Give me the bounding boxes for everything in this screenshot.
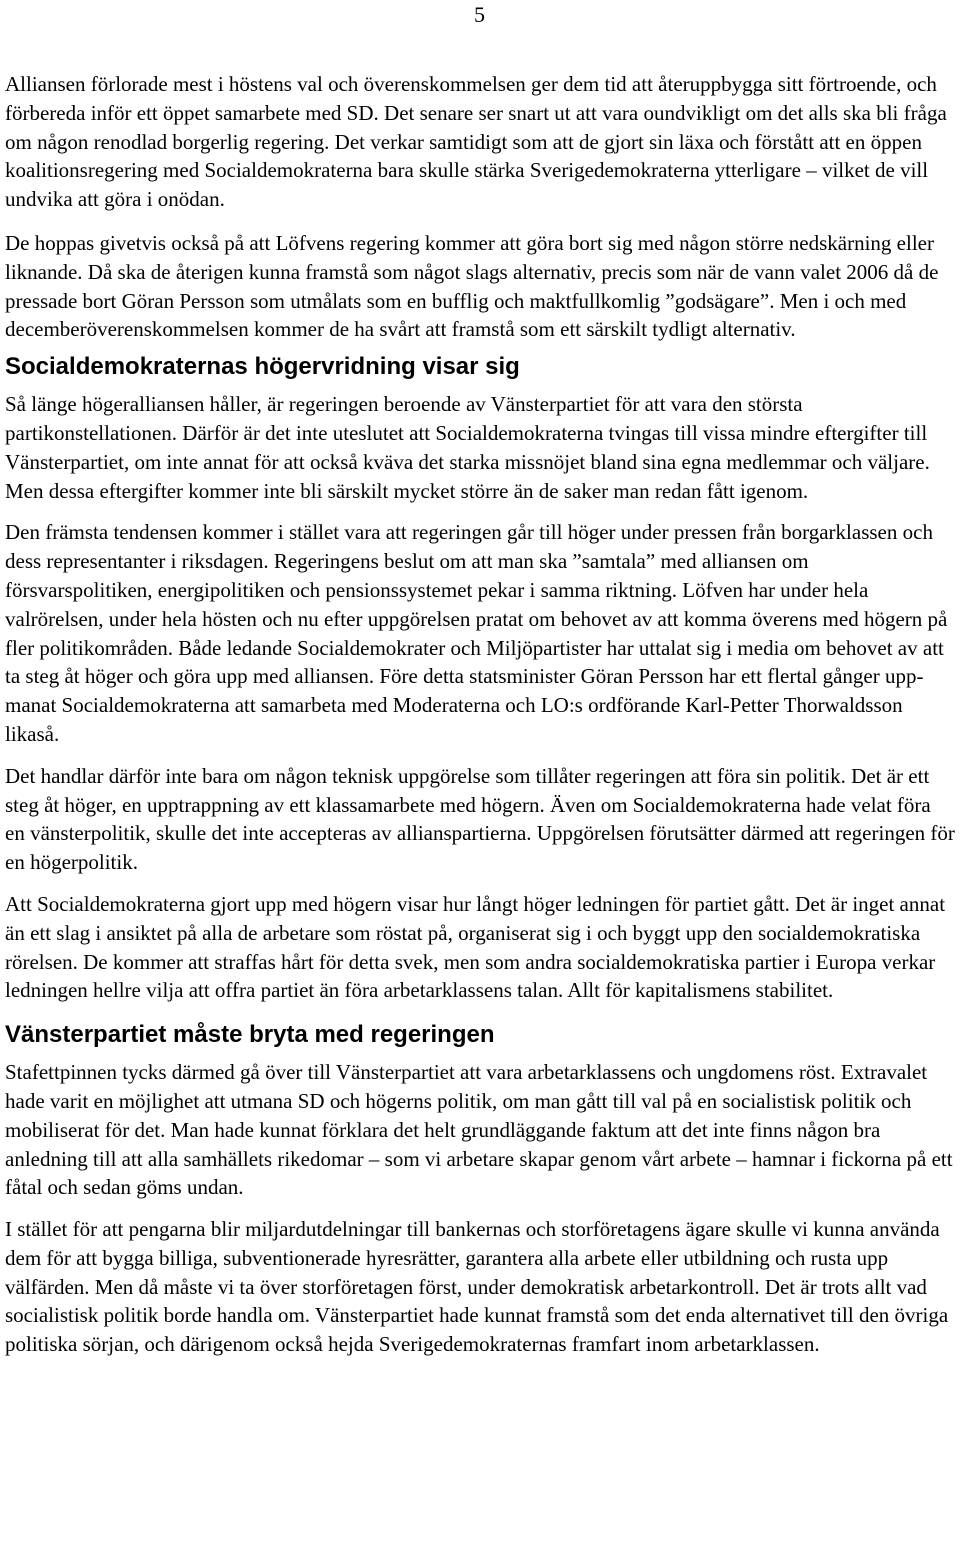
section-heading: Vänsterpartiet måste bryta med regeringen: [5, 1021, 495, 1049]
paragraph: Att Socialdemokraterna gjort upp med högern visar hur långt höger ledningen för partiet gått. Det är inget annat än ett slag i ansiktet på alla de arbetare som röstat på, organiserat sig i och byggt upp den socialdemokratiska rörelsen. De kommer att straffas hårt för detta svek, men som andra socialdemokratiska partier i Europa verkar ledningen hellre vilja att offra partiet än föra arbetarklassens talan. Allt för kapitalismens stabilitet.: [5, 891, 946, 1003]
section-heading: Socialdemokraternas högervridning visar sig: [5, 353, 520, 381]
paragraph: Den främsta tendensen kommer i stället vara att regeringen går till höger under pressen från borgarklassen och dess representanter i riksdagen. Regeringens beslut om att man ska ”samtala” med alliansen om försvarspolitiken, energipolitiken och pensionssystemet pekar i samma riktning. Löfven har under hela valrörelsen, under hela hösten och nu efter uppgörelsen pratat om behovet av att komma överens med högern på fler politikområden. Både ledande Socialdemokrater och Miljöpartister har uttalat sig i media om behovet av att ta steg åt höger och göra upp med alliansen. Före detta statsminister Göran Persson har ett flertal gånger uppmanat Socialdemokraterna att samarbeta med Moderaterna och LO:s ordförande Karl-Petter Thorwaldsson likaså.: [5, 520, 948, 746]
paragraph: Alliansen förlorade mest i höstens val och överenskommelsen ger dem tid att återuppbygga sitt förtroende, och förbereda inför ett öppet samarbete med SD. Det senare ser snart ut att vara oundvikligt om det alls ska bli fråga om någon renodlad borgerlig regering. Det verkar samtidigt som att de gjort sin läxa och förstått att en öppen koalitionsregering med Socialdemokraterna bara skulle stärka Sverigedemokraterna ytterligare – vilket de vill undvika att göra i onödan.: [5, 72, 947, 212]
paragraph: Så länge högeralliansen håller, är regeringen beroende av Vänsterpartiet för att vara den största partikonstellationen. Därför är det inte uteslutet att Socialdemokraterna tvingas till vissa mindre eftergifter till Vänsterpartiet, om inte annat för att också kväva det starka missnöjet bland sina egna medlemmar och väljare. Men dessa eftergifter kommer inte bli särskilt mycket större än de saker man redan fått igenom.: [5, 392, 930, 503]
page-number: 5: [474, 2, 485, 27]
paragraph: I stället för att pengarna blir miljardutdelningar till bankernas och storföretagens ägare skulle vi kunna använda dem för att bygga billiga, subventionerade hyresrätter, garantera alla arbete eller utbildning och rusta upp välfärden. Men då måste vi ta över storföretagen först, under demokratisk arbetarkontroll. Det är trots allt vad socialistisk politik borde handla om. Vänsterpartiet hade kunnat framstå som det enda alternativet till den övriga politiska sörjan, och därigenom också hejda Sverigedemokraternas framfart inom arbetarklassen.: [5, 1217, 949, 1357]
paragraph: Stafettpinnen tycks därmed gå över till Vänsterpartiet att vara arbetarklassens och ungdomens röst. Extravalet hade varit en möjlighet att utmana SD och högerns politik, om man gått till val på en socialistisk politik och mobiliserat för det. Man hade kunnat förklara det helt grundläggande faktum att det inte finns någon bra anledning till att alla samhällets rikedomar – som vi arbetare skapar genom vårt arbete – hamnar i fickorna på ett fåtal och sedan göms undan.: [5, 1060, 953, 1200]
paragraph: De hoppas givetvis också på att Löfvens regering kommer att göra bort sig med någon större nedskärning eller liknande. Då ska de återigen kunna framstå som något slags alternativ, precis som när de vann valet 2006 då de pressade bort Göran Persson som utmålats som en bufflig och maktfullkomlig ”godsägare”. Men i och med decemberöverenskommelsen kommer de ha svårt att framstå som ett särskilt tydligt alternativ.: [5, 230, 939, 342]
paragraph: Det handlar därför inte bara om någon teknisk uppgörelse som tillåter regeringen att föra sin politik. Det är ett steg åt höger, en upptrappning av ett klassamarbete med högern. Även om Socialdemokraterna hade velat föra en vänsterpolitik, skulle det inte accepteras av allianspartierna. Uppgörelsen förutsätter därmed att regeringen för en högerpolitik.: [5, 763, 955, 875]
document-body: [5, 70, 955, 1372]
